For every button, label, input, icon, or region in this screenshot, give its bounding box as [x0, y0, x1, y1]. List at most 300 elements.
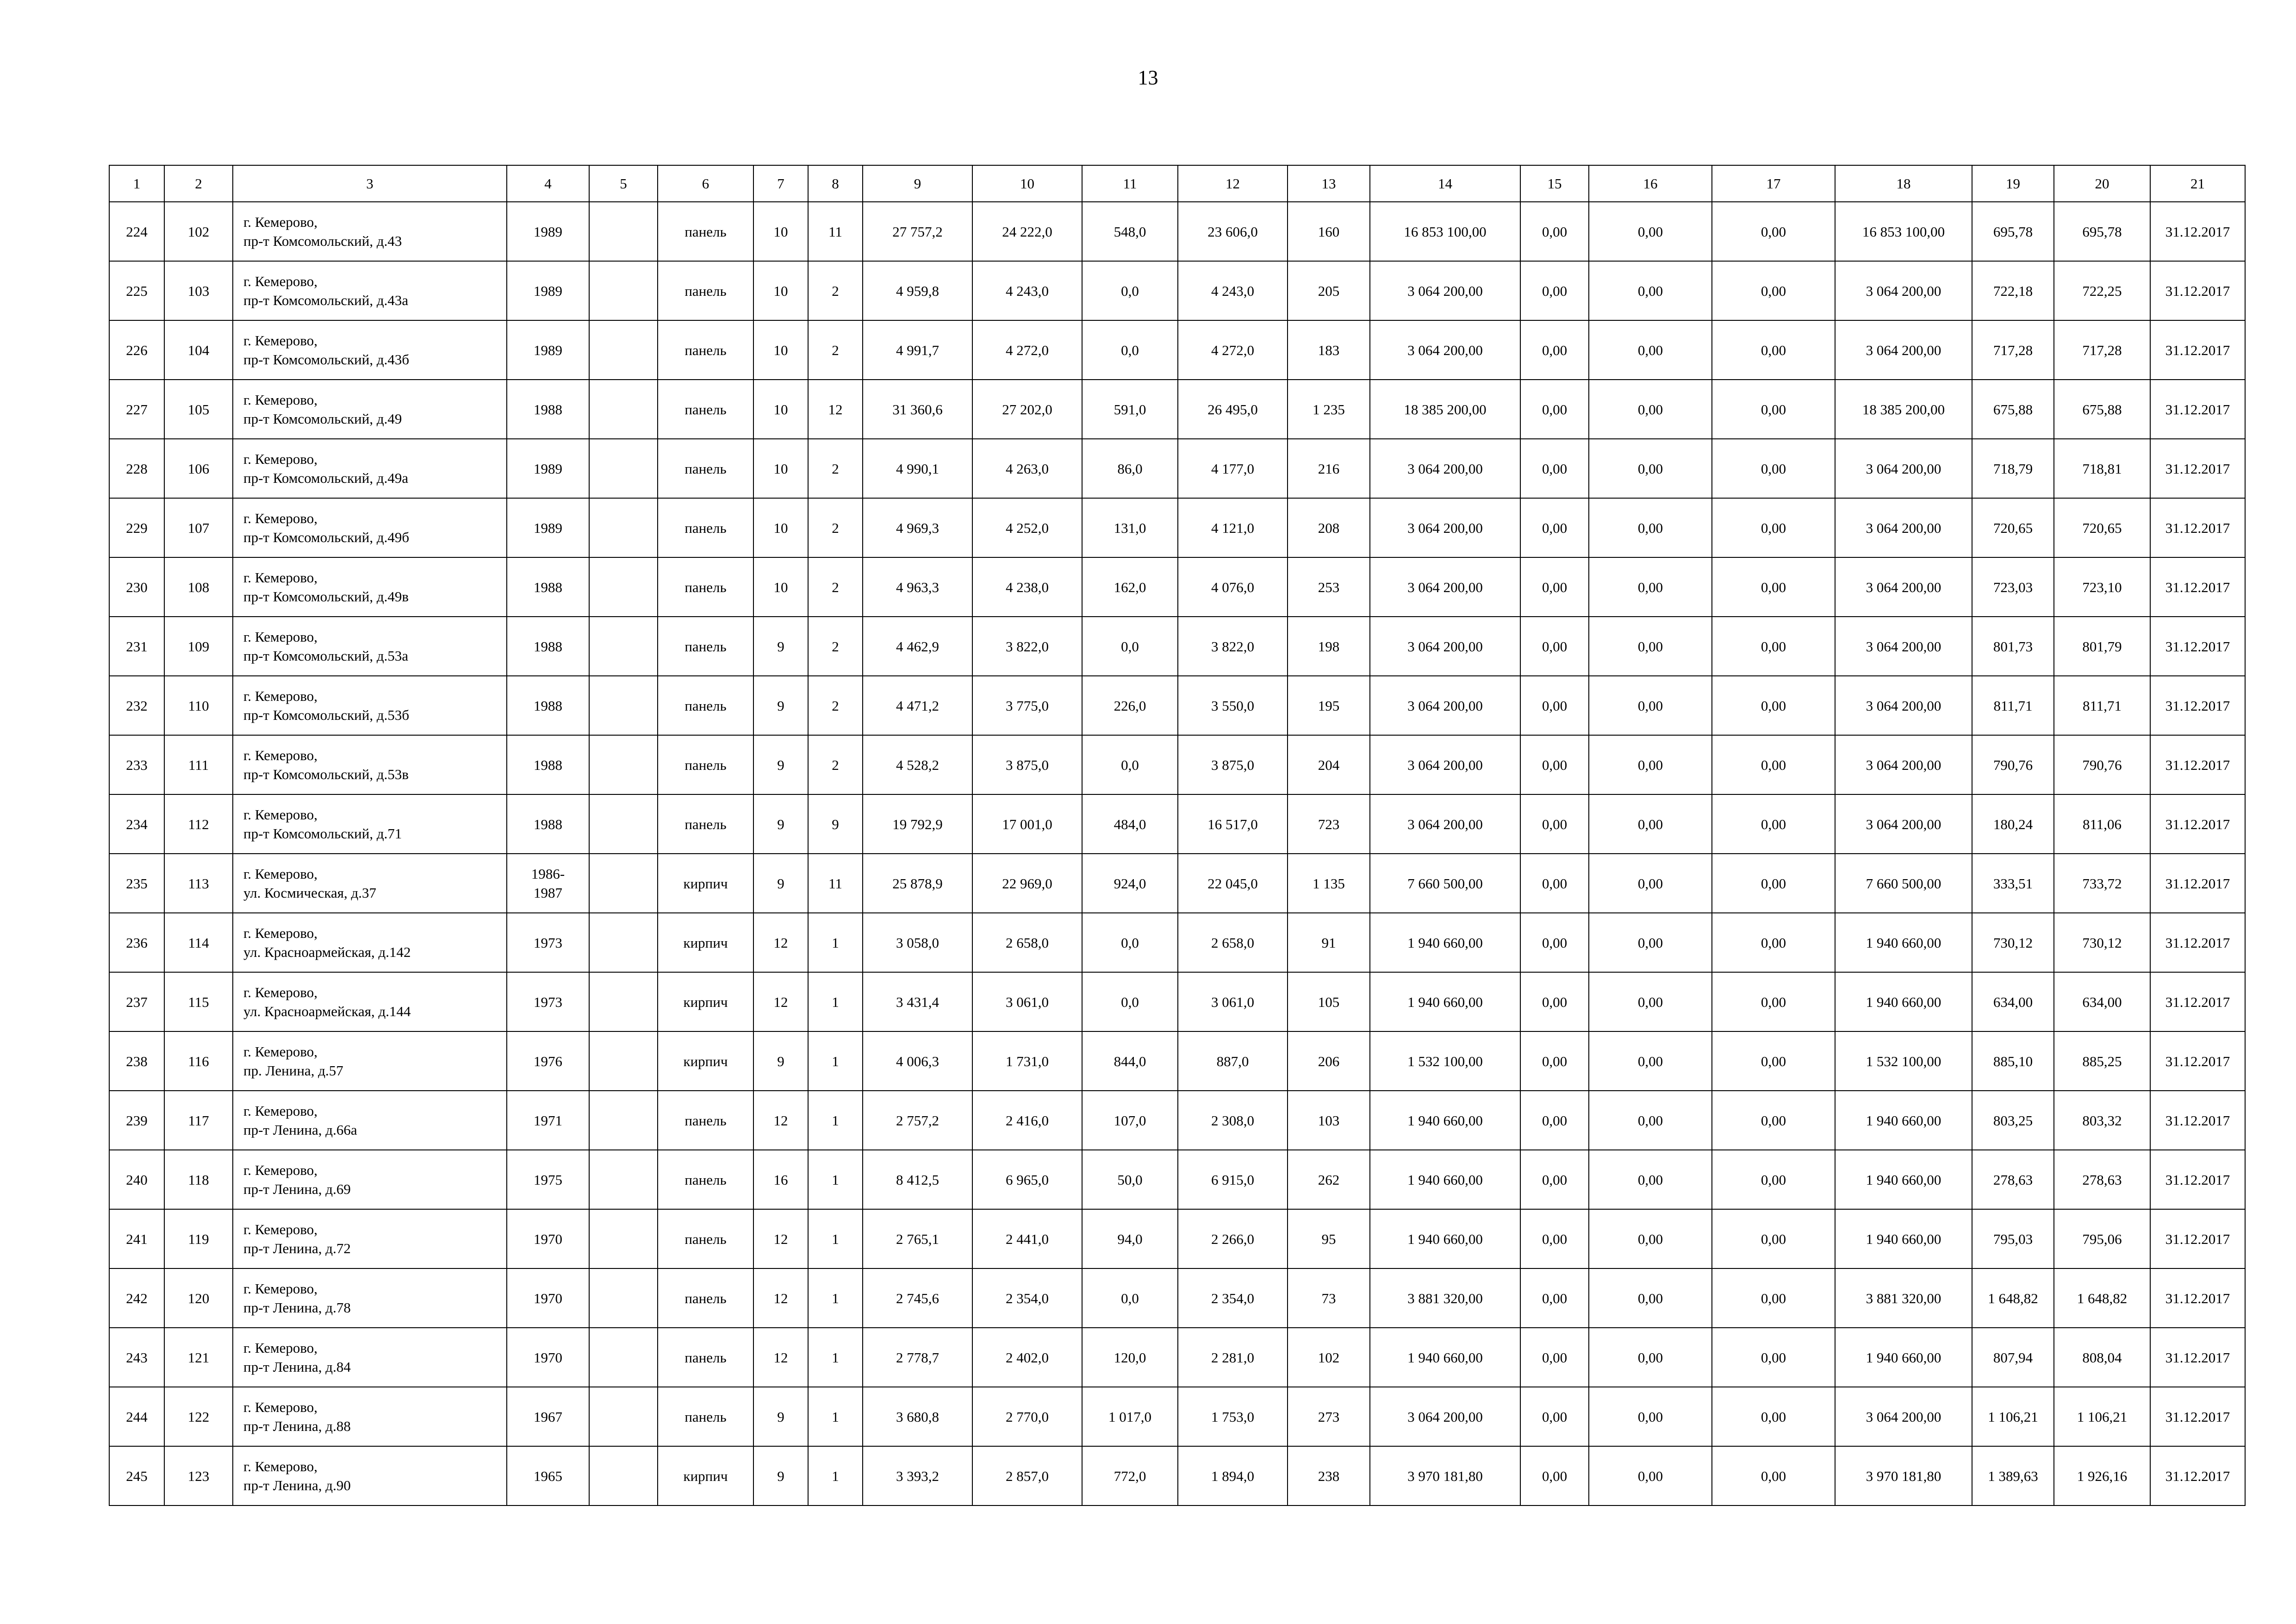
cell-residents: 238 — [1288, 1446, 1370, 1505]
cell-n2: 109 — [164, 617, 233, 676]
cell-n2: 106 — [164, 439, 233, 498]
cell-area_res: 887,0 — [1178, 1031, 1288, 1091]
cell-c18: 1 532 100,00 — [1835, 1031, 1972, 1091]
cell-material: панель — [658, 1150, 753, 1209]
cell-c19: 278,63 — [1972, 1150, 2054, 1209]
cell-floors: 9 — [753, 617, 808, 676]
cell-c5 — [589, 380, 658, 439]
cell-material: кирпич — [658, 913, 753, 972]
cell-floors: 10 — [753, 320, 808, 380]
column-number-cell: 17 — [1712, 165, 1835, 202]
cell-date: 31.12.2017 — [2150, 1328, 2245, 1387]
cell-residents: 1 135 — [1288, 854, 1370, 913]
cell-c19: 717,28 — [1972, 320, 2054, 380]
cell-area_total: 4 963,3 — [863, 557, 972, 617]
cell-area_res: 2 354,0 — [1178, 1268, 1288, 1328]
year-line: 1973 — [534, 993, 562, 1010]
year-cell — [507, 439, 589, 498]
cell-date: 31.12.2017 — [2150, 1387, 2245, 1446]
address-city: г. Кемерово, — [243, 688, 318, 704]
address-cell — [233, 557, 507, 617]
cell-entrances: 2 — [808, 439, 863, 498]
cell-entrances: 1 — [808, 1446, 863, 1505]
cell-cost: 16 853 100,00 — [1370, 202, 1520, 261]
cell-date: 31.12.2017 — [2150, 320, 2245, 380]
cell-residents: 1 235 — [1288, 380, 1370, 439]
column-number-cell: 2 — [164, 165, 233, 202]
cell-area_nonres: 0,0 — [1082, 735, 1178, 794]
cell-material: панель — [658, 557, 753, 617]
cell-cost: 1 940 660,00 — [1370, 972, 1520, 1031]
cell-area_total: 2 745,6 — [863, 1268, 972, 1328]
cell-area_nonres: 0,0 — [1082, 913, 1178, 972]
cell-c5 — [589, 261, 658, 320]
cell-floors: 12 — [753, 913, 808, 972]
table-row — [109, 676, 2245, 735]
cell-area_res: 4 076,0 — [1178, 557, 1288, 617]
cell-material: панель — [658, 202, 753, 261]
cell-c15: 0,00 — [1520, 676, 1589, 735]
table-row — [109, 1446, 2245, 1505]
cell-area_premises: 2 402,0 — [972, 1328, 1082, 1387]
cell-c5 — [589, 913, 658, 972]
cell-c15: 0,00 — [1520, 1268, 1589, 1328]
cell-area_res: 23 606,0 — [1178, 202, 1288, 261]
cell-area_nonres: 0,0 — [1082, 261, 1178, 320]
cell-c16: 0,00 — [1589, 972, 1712, 1031]
cell-area_nonres: 0,0 — [1082, 320, 1178, 380]
column-number-cell: 12 — [1178, 165, 1288, 202]
year-cell — [507, 202, 589, 261]
cell-c18: 3 064 200,00 — [1835, 557, 1972, 617]
cell-area_total: 3 431,4 — [863, 972, 972, 1031]
address-city: г. Кемерово, — [243, 866, 318, 882]
cell-residents: 253 — [1288, 557, 1370, 617]
cell-floors: 10 — [753, 439, 808, 498]
cell-area_premises: 4 238,0 — [972, 557, 1082, 617]
cell-c18: 3 970 181,80 — [1835, 1446, 1972, 1505]
table-row — [109, 1328, 2245, 1387]
cell-n: 234 — [109, 794, 164, 854]
address-cell — [233, 972, 507, 1031]
cell-c5 — [589, 1268, 658, 1328]
cell-entrances: 2 — [808, 320, 863, 380]
cell-c15: 0,00 — [1520, 1387, 1589, 1446]
address-city: г. Кемерово, — [243, 747, 318, 763]
cell-area_total: 27 757,2 — [863, 202, 972, 261]
cell-area_premises: 2 658,0 — [972, 913, 1082, 972]
cell-cost: 3 970 181,80 — [1370, 1446, 1520, 1505]
address-city: г. Кемерово, — [243, 1280, 318, 1297]
cell-c16: 0,00 — [1589, 557, 1712, 617]
cell-c20: 718,81 — [2054, 439, 2150, 498]
cell-c20: 720,65 — [2054, 498, 2150, 557]
address-street: пр-т Комсомольский, д.49 — [243, 411, 402, 427]
year-line: 1988 — [534, 638, 562, 655]
cell-c16: 0,00 — [1589, 1446, 1712, 1505]
cell-cost: 1 940 660,00 — [1370, 1328, 1520, 1387]
table-row — [109, 380, 2245, 439]
cell-area_total: 19 792,9 — [863, 794, 972, 854]
cell-floors: 9 — [753, 735, 808, 794]
address-cell — [233, 202, 507, 261]
cell-c19: 180,24 — [1972, 794, 2054, 854]
cell-n: 238 — [109, 1031, 164, 1091]
cell-material: панель — [658, 676, 753, 735]
cell-material: панель — [658, 1328, 753, 1387]
address-street: пр-т Комсомольский, д.49б — [243, 529, 410, 545]
cell-n: 227 — [109, 380, 164, 439]
cell-residents: 204 — [1288, 735, 1370, 794]
cell-date: 31.12.2017 — [2150, 972, 2245, 1031]
cell-c17: 0,00 — [1712, 1328, 1835, 1387]
cell-area_nonres: 0,0 — [1082, 972, 1178, 1031]
cell-c18: 1 940 660,00 — [1835, 1091, 1972, 1150]
cell-c17: 0,00 — [1712, 1446, 1835, 1505]
cell-c17: 0,00 — [1712, 854, 1835, 913]
cell-area_res: 3 550,0 — [1178, 676, 1288, 735]
cell-n: 245 — [109, 1446, 164, 1505]
cell-c17: 0,00 — [1712, 498, 1835, 557]
cell-residents: 198 — [1288, 617, 1370, 676]
cell-n: 233 — [109, 735, 164, 794]
cell-residents: 208 — [1288, 498, 1370, 557]
cell-n2: 111 — [164, 735, 233, 794]
cell-cost: 7 660 500,00 — [1370, 854, 1520, 913]
cell-c15: 0,00 — [1520, 1091, 1589, 1150]
cell-c16: 0,00 — [1589, 676, 1712, 735]
cell-c20: 695,78 — [2054, 202, 2150, 261]
address-cell — [233, 320, 507, 380]
cell-residents: 273 — [1288, 1387, 1370, 1446]
cell-c18: 3 881 320,00 — [1835, 1268, 1972, 1328]
table-row — [109, 617, 2245, 676]
cell-c15: 0,00 — [1520, 498, 1589, 557]
cell-c16: 0,00 — [1589, 1091, 1712, 1150]
cell-c17: 0,00 — [1712, 676, 1835, 735]
cell-c16: 0,00 — [1589, 854, 1712, 913]
cell-cost: 1 940 660,00 — [1370, 1209, 1520, 1268]
table-row — [109, 439, 2245, 498]
cell-c16: 0,00 — [1589, 1150, 1712, 1209]
address-street: пр-т Ленина, д.84 — [243, 1359, 351, 1375]
cell-c16: 0,00 — [1589, 202, 1712, 261]
cell-c15: 0,00 — [1520, 972, 1589, 1031]
table-row — [109, 1268, 2245, 1328]
address-street: пр-т Комсомольский, д.53в — [243, 766, 409, 782]
cell-residents: 102 — [1288, 1328, 1370, 1387]
cell-c16: 0,00 — [1589, 498, 1712, 557]
address-cell — [233, 1150, 507, 1209]
address-cell — [233, 261, 507, 320]
cell-c5 — [589, 439, 658, 498]
year-line: 1988 — [534, 401, 562, 418]
cell-entrances: 1 — [808, 1209, 863, 1268]
cell-c15: 0,00 — [1520, 1031, 1589, 1091]
cell-c15: 0,00 — [1520, 261, 1589, 320]
cell-area_premises: 4 272,0 — [972, 320, 1082, 380]
cell-c19: 885,10 — [1972, 1031, 2054, 1091]
cell-c20: 730,12 — [2054, 913, 2150, 972]
cell-cost: 3 064 200,00 — [1370, 794, 1520, 854]
address-street: пр-т Комсомольский, д.43а — [243, 292, 409, 308]
cell-area_total: 3 680,8 — [863, 1387, 972, 1446]
cell-floors: 9 — [753, 1031, 808, 1091]
year-cell — [507, 794, 589, 854]
cell-c15: 0,00 — [1520, 1209, 1589, 1268]
year-cell — [507, 1091, 589, 1150]
cell-c18: 1 940 660,00 — [1835, 1209, 1972, 1268]
year-cell — [507, 1328, 589, 1387]
cell-c17: 0,00 — [1712, 617, 1835, 676]
column-number-cell: 11 — [1082, 165, 1178, 202]
cell-date: 31.12.2017 — [2150, 854, 2245, 913]
column-number-cell: 20 — [2054, 165, 2150, 202]
cell-n2: 121 — [164, 1328, 233, 1387]
cell-c19: 1 389,63 — [1972, 1446, 2054, 1505]
year-line: 1989 — [534, 282, 562, 299]
cell-n2: 107 — [164, 498, 233, 557]
cell-c19: 801,73 — [1972, 617, 2054, 676]
year-cell — [507, 261, 589, 320]
cell-n: 228 — [109, 439, 164, 498]
address-cell — [233, 498, 507, 557]
cell-c5 — [589, 854, 658, 913]
cell-entrances: 2 — [808, 557, 863, 617]
cell-c17: 0,00 — [1712, 1209, 1835, 1268]
address-street: пр-т Комсомольский, д.43 — [243, 233, 402, 249]
cell-c15: 0,00 — [1520, 557, 1589, 617]
cell-n: 225 — [109, 261, 164, 320]
cell-material: панель — [658, 380, 753, 439]
address-cell — [233, 794, 507, 854]
cell-n2: 123 — [164, 1446, 233, 1505]
cell-material: панель — [658, 1209, 753, 1268]
cell-entrances: 1 — [808, 913, 863, 972]
year-cell — [507, 557, 589, 617]
address-street: пр-т Комсомольский, д.49в — [243, 588, 409, 605]
cell-c18: 1 940 660,00 — [1835, 972, 1972, 1031]
address-cell — [233, 439, 507, 498]
cell-n: 236 — [109, 913, 164, 972]
cell-area_total: 3 058,0 — [863, 913, 972, 972]
cell-area_total: 4 959,8 — [863, 261, 972, 320]
cell-c16: 0,00 — [1589, 320, 1712, 380]
cell-area_premises: 6 965,0 — [972, 1150, 1082, 1209]
cell-c19: 634,00 — [1972, 972, 2054, 1031]
cell-c5 — [589, 320, 658, 380]
cell-c5 — [589, 617, 658, 676]
cell-n: 226 — [109, 320, 164, 380]
cell-date: 31.12.2017 — [2150, 202, 2245, 261]
cell-n: 232 — [109, 676, 164, 735]
column-number-cell: 7 — [753, 165, 808, 202]
cell-n2: 102 — [164, 202, 233, 261]
cell-c15: 0,00 — [1520, 1150, 1589, 1209]
cell-material: панель — [658, 1387, 753, 1446]
address-city: г. Кемерово, — [243, 1399, 318, 1415]
cell-c5 — [589, 1031, 658, 1091]
cell-area_res: 3 822,0 — [1178, 617, 1288, 676]
cell-cost: 3 064 200,00 — [1370, 676, 1520, 735]
cell-area_premises: 22 969,0 — [972, 854, 1082, 913]
address-street: пр-т Ленина, д.88 — [243, 1418, 351, 1434]
cell-area_res: 4 177,0 — [1178, 439, 1288, 498]
cell-c17: 0,00 — [1712, 1031, 1835, 1091]
cell-c16: 0,00 — [1589, 617, 1712, 676]
cell-date: 31.12.2017 — [2150, 1091, 2245, 1150]
cell-c16: 0,00 — [1589, 380, 1712, 439]
cell-c5 — [589, 735, 658, 794]
cell-c20: 808,04 — [2054, 1328, 2150, 1387]
cell-area_nonres: 86,0 — [1082, 439, 1178, 498]
cell-floors: 9 — [753, 1387, 808, 1446]
column-number-cell: 15 — [1520, 165, 1589, 202]
year-line: 1970 — [534, 1230, 562, 1247]
year-line: 1989 — [534, 519, 562, 536]
cell-n: 244 — [109, 1387, 164, 1446]
table-row — [109, 1031, 2245, 1091]
cell-c15: 0,00 — [1520, 913, 1589, 972]
cell-c18: 3 064 200,00 — [1835, 498, 1972, 557]
column-number-cell: 19 — [1972, 165, 2054, 202]
cell-n: 237 — [109, 972, 164, 1031]
column-number-cell: 3 — [233, 165, 507, 202]
cell-date: 31.12.2017 — [2150, 735, 2245, 794]
cell-area_nonres: 94,0 — [1082, 1209, 1178, 1268]
cell-c15: 0,00 — [1520, 439, 1589, 498]
cell-floors: 10 — [753, 380, 808, 439]
cell-area_nonres: 772,0 — [1082, 1446, 1178, 1505]
cell-c17: 0,00 — [1712, 439, 1835, 498]
address-city: г. Кемерово, — [243, 1103, 318, 1119]
cell-c20: 1 648,82 — [2054, 1268, 2150, 1328]
cell-c20: 801,79 — [2054, 617, 2150, 676]
cell-n: 229 — [109, 498, 164, 557]
address-cell — [233, 1446, 507, 1505]
cell-area_premises: 24 222,0 — [972, 202, 1082, 261]
cell-entrances: 1 — [808, 1387, 863, 1446]
cell-entrances: 1 — [808, 1150, 863, 1209]
cell-c15: 0,00 — [1520, 202, 1589, 261]
cell-residents: 723 — [1288, 794, 1370, 854]
cell-cost: 3 881 320,00 — [1370, 1268, 1520, 1328]
cell-c5 — [589, 557, 658, 617]
cell-c15: 0,00 — [1520, 1328, 1589, 1387]
address-street: пр-т Ленина, д.69 — [243, 1181, 351, 1197]
cell-floors: 12 — [753, 1268, 808, 1328]
cell-n2: 118 — [164, 1150, 233, 1209]
cell-area_total: 4 462,9 — [863, 617, 972, 676]
cell-date: 31.12.2017 — [2150, 261, 2245, 320]
year-cell — [507, 676, 589, 735]
address-city: г. Кемерово, — [243, 629, 318, 645]
cell-c5 — [589, 498, 658, 557]
column-number-cell: 13 — [1288, 165, 1370, 202]
cell-c20: 811,71 — [2054, 676, 2150, 735]
cell-c17: 0,00 — [1712, 380, 1835, 439]
cell-area_res: 3 875,0 — [1178, 735, 1288, 794]
cell-n2: 116 — [164, 1031, 233, 1091]
cell-c19: 790,76 — [1972, 735, 2054, 794]
address-city: г. Кемерово, — [243, 1340, 318, 1356]
cell-area_premises: 3 775,0 — [972, 676, 1082, 735]
page-number: 13 — [1138, 66, 1158, 89]
cell-entrances: 1 — [808, 972, 863, 1031]
year-line: 1989 — [534, 460, 562, 477]
cell-area_nonres: 162,0 — [1082, 557, 1178, 617]
address-city: г. Кемерово, — [243, 569, 318, 586]
cell-c19: 803,25 — [1972, 1091, 2054, 1150]
cell-date: 31.12.2017 — [2150, 380, 2245, 439]
cell-floors: 12 — [753, 1209, 808, 1268]
column-number-cell: 16 — [1589, 165, 1712, 202]
cell-c18: 1 940 660,00 — [1835, 1328, 1972, 1387]
address-city: г. Кемерово, — [243, 925, 318, 941]
address-cell — [233, 1268, 507, 1328]
cell-n2: 108 — [164, 557, 233, 617]
cell-c16: 0,00 — [1589, 1209, 1712, 1268]
cell-cost: 1 532 100,00 — [1370, 1031, 1520, 1091]
address-cell — [233, 1387, 507, 1446]
table-row — [109, 498, 2245, 557]
cell-material: панель — [658, 261, 753, 320]
cell-entrances: 2 — [808, 617, 863, 676]
cell-cost: 3 064 200,00 — [1370, 735, 1520, 794]
table-row — [109, 261, 2245, 320]
cell-date: 31.12.2017 — [2150, 1150, 2245, 1209]
cell-material: панель — [658, 617, 753, 676]
address-street: пр-т Комсомольский, д.53а — [243, 648, 409, 664]
cell-floors: 10 — [753, 498, 808, 557]
cell-material: кирпич — [658, 854, 753, 913]
cell-residents: 195 — [1288, 676, 1370, 735]
cell-residents: 183 — [1288, 320, 1370, 380]
cell-entrances: 1 — [808, 1031, 863, 1091]
cell-area_res: 6 915,0 — [1178, 1150, 1288, 1209]
cell-c18: 3 064 200,00 — [1835, 617, 1972, 676]
cell-residents: 103 — [1288, 1091, 1370, 1150]
column-number-row — [109, 165, 2245, 202]
cell-material: панель — [658, 735, 753, 794]
cell-n2: 110 — [164, 676, 233, 735]
table-row — [109, 794, 2245, 854]
year-cell — [507, 498, 589, 557]
cell-c17: 0,00 — [1712, 261, 1835, 320]
column-number-cell: 21 — [2150, 165, 2245, 202]
address-city: г. Кемерово, — [243, 273, 318, 289]
address-city: г. Кемерово, — [243, 1162, 318, 1178]
cell-c19: 795,03 — [1972, 1209, 2054, 1268]
cell-entrances: 1 — [808, 1091, 863, 1150]
cell-c17: 0,00 — [1712, 1268, 1835, 1328]
cell-c20: 278,63 — [2054, 1150, 2150, 1209]
cell-material: панель — [658, 1268, 753, 1328]
cell-cost: 1 940 660,00 — [1370, 1150, 1520, 1209]
column-number-cell: 9 — [863, 165, 972, 202]
cell-date: 31.12.2017 — [2150, 1031, 2245, 1091]
table-row — [109, 1091, 2245, 1150]
cell-date: 31.12.2017 — [2150, 1446, 2245, 1505]
cell-area_premises: 2 416,0 — [972, 1091, 1082, 1150]
cell-c17: 0,00 — [1712, 735, 1835, 794]
cell-area_nonres: 120,0 — [1082, 1328, 1178, 1387]
cell-c19: 1 106,21 — [1972, 1387, 2054, 1446]
cell-c17: 0,00 — [1712, 1387, 1835, 1446]
cell-n: 241 — [109, 1209, 164, 1268]
cell-area_total: 2 765,1 — [863, 1209, 972, 1268]
cell-entrances: 11 — [808, 202, 863, 261]
